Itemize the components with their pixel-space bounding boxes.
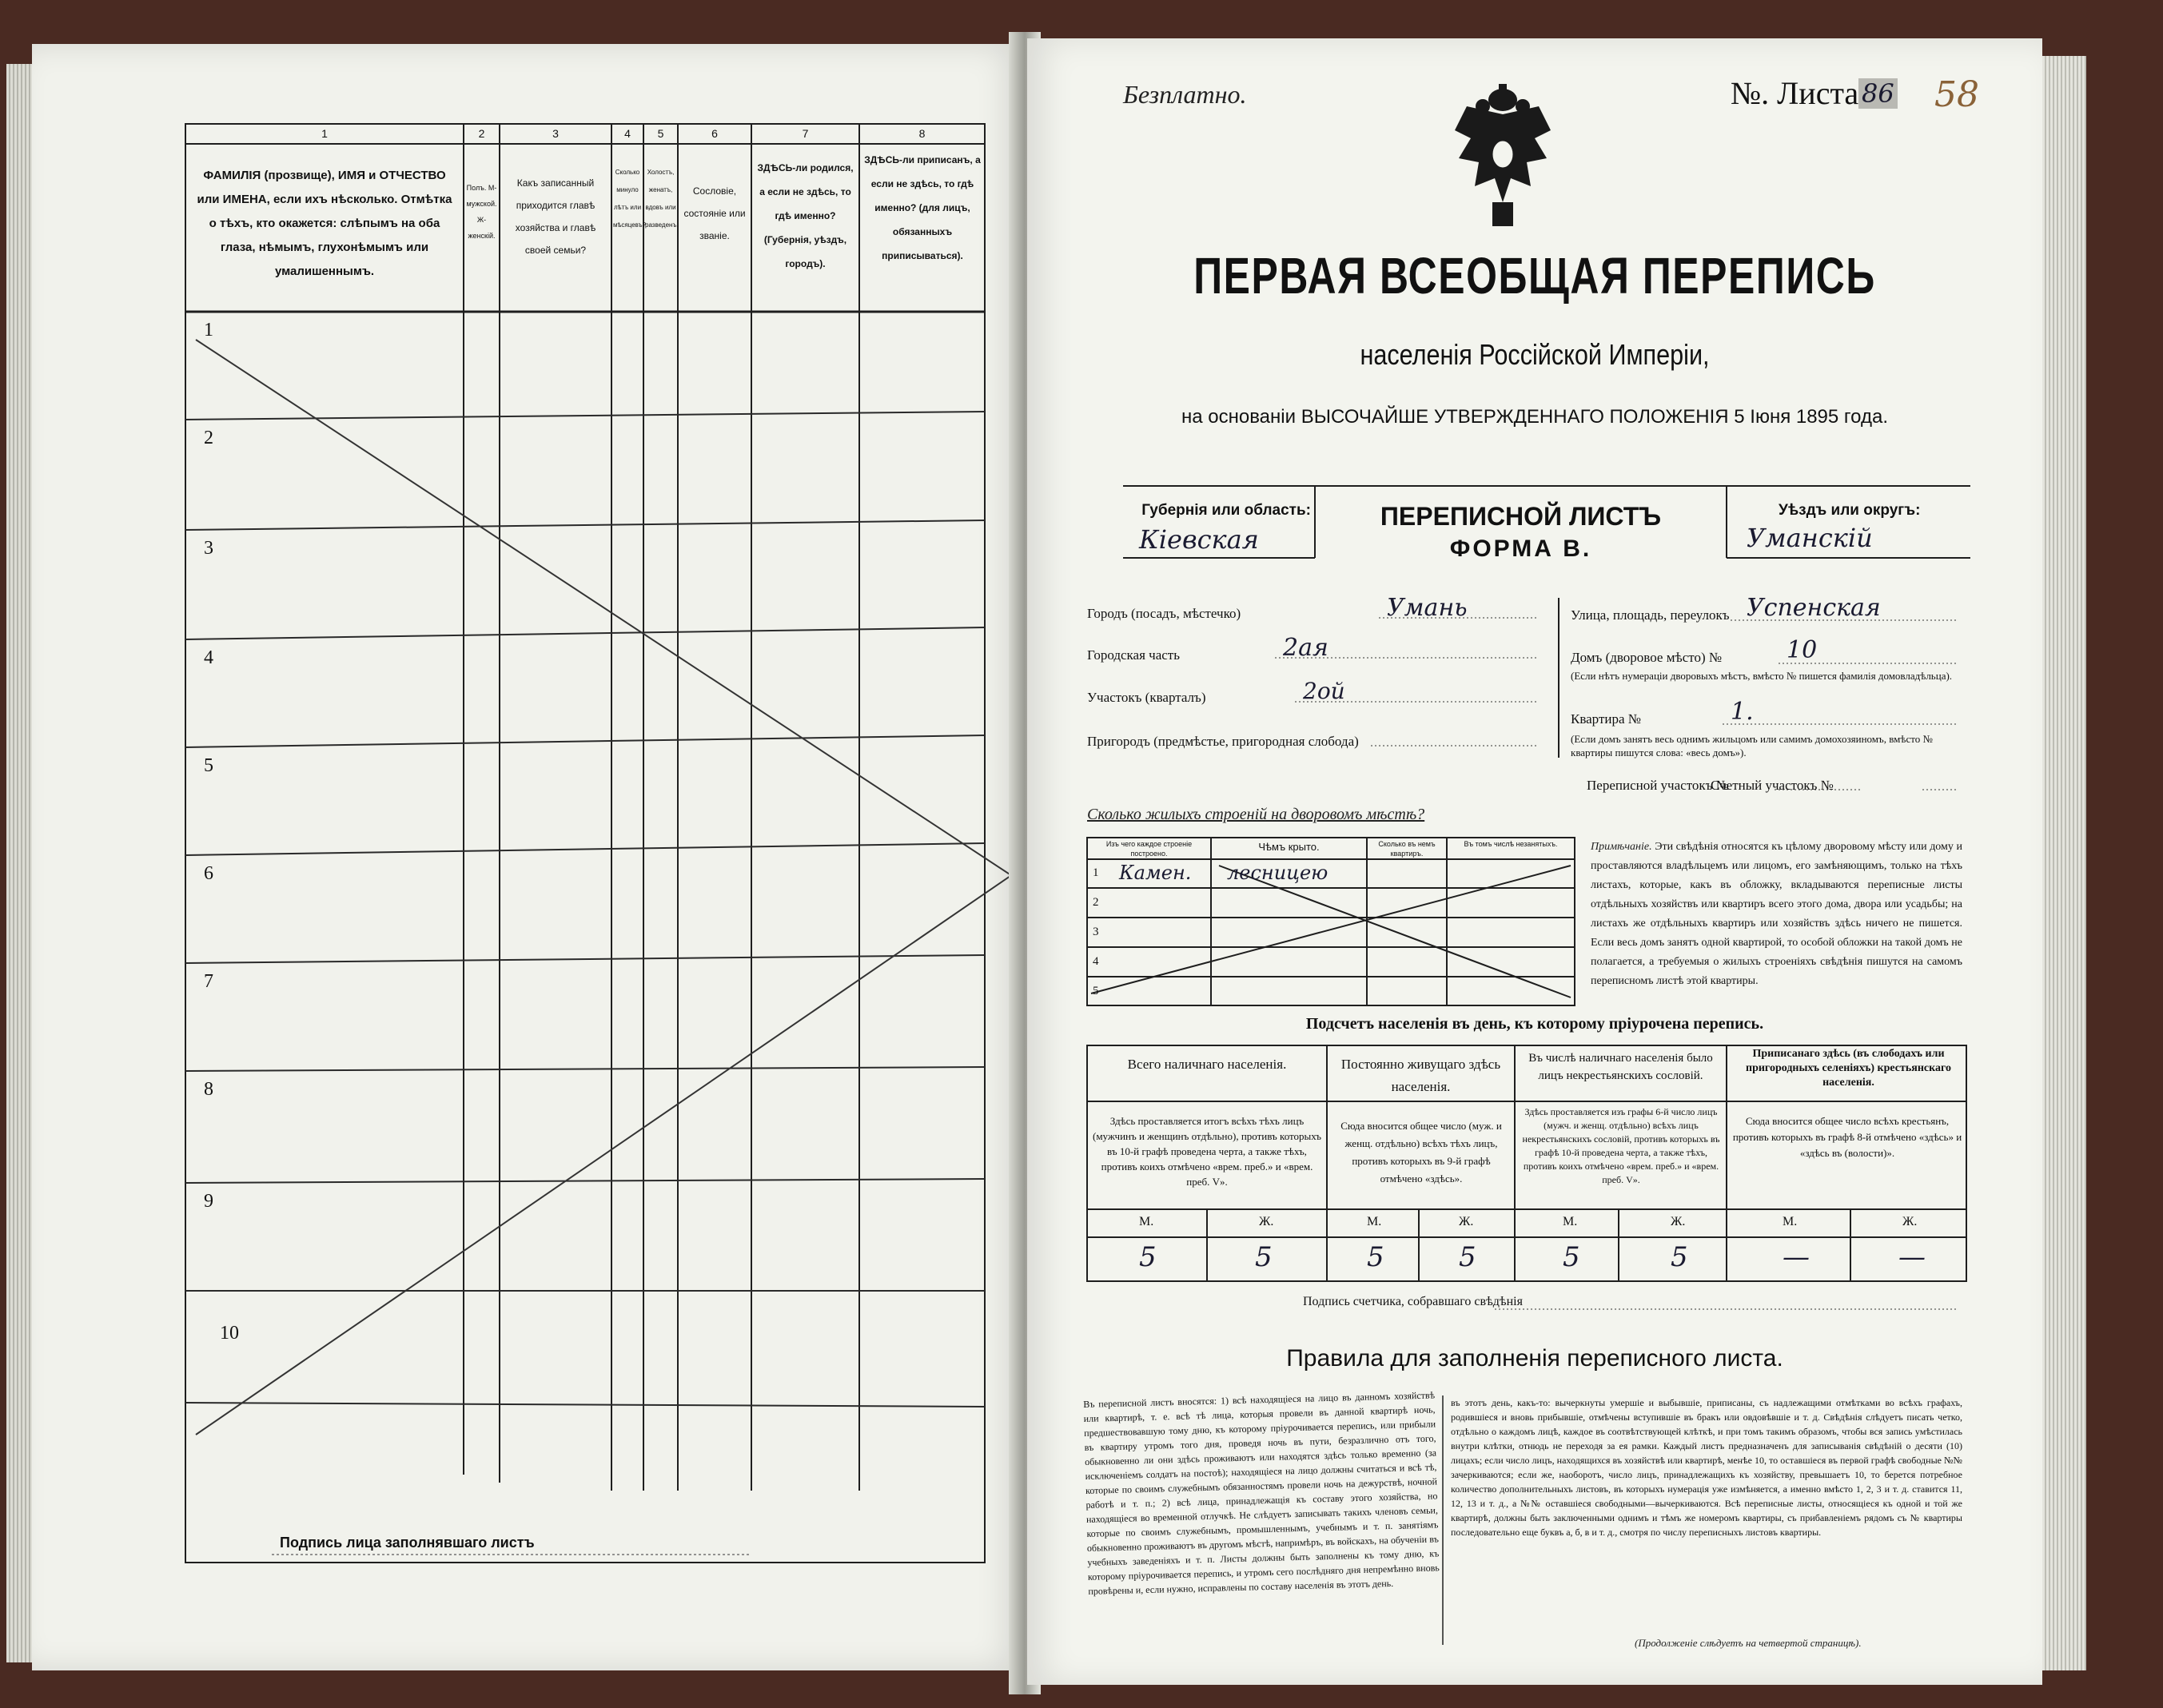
row-number: 10 xyxy=(220,1323,239,1344)
form-letter: ФОРМА В. xyxy=(1449,535,1592,562)
header-marital: Холостъ, женатъ, вдовъ или разведенъ. xyxy=(645,169,679,229)
buildings-row-number: 2 xyxy=(1093,896,1099,909)
province-value: Кіевская xyxy=(1139,524,1259,555)
quarter-value: 2ой xyxy=(1303,678,1345,704)
city-label: Городъ (посадъ, мѣстечко) xyxy=(1087,606,1241,621)
province-label: Губернія или область: xyxy=(1141,502,1311,519)
col-number-5: 5 xyxy=(657,127,664,140)
pop-header-permanent: Постоянно живущаго здѣсь населенія. xyxy=(1340,1057,1501,1094)
header-born: ЗДѢСЬ-ли родился, а если не здѣсь, то гдѣ именно? (Губернія, уѣздъ, городъ). xyxy=(757,162,854,269)
rules-left-text: Въ переписной листъ вносятся: 1) всѣ находящіеся на лицо въ данномъ хозяйствѣ или квартирѣ, т. е. всѣ тѣ лица, которыя провели въ данной квартирѣ ночь, предшествовавшую тому дню, къ которому пріурочивается перепись, или прибыли въ квартиру утромъ того дня, проведя ночь въ пути, безразлично отъ того, обыкновенно ли они здѣсь проживаютъ или находятся здѣсь только временно (за исключеніемъ солдатъ на постоѣ); находящіеся на лицо должны считаться и всѣ тѣ, которые по своимъ служебнымъ обязанностямъ провели ночь на дежурствѣ, ночной работѣ и т. п.; 2) всѣ лица, принадлежащія къ составу этого хозяйства, но находящіеся во временной отлучкѣ. Не слѣдуетъ записывать такихъ членовъ семьи, которые по своимъ служебнымъ, промышленнымъ, учебнымъ и т. п. занятіямъ обыкновенно проживаютъ въ другомъ мѣстѣ, напримѣръ, въ войскахъ, на обученіи въ учебныхъ заведеніяхъ и т. п. Листы должны быть заполнены къ тому дню, къ которому пріурочивается перепись, и утромъ сего послѣдняго дня непремѣнно вновь провѣрены и, если нужно, исправлены по составу населенія въ этотъ день. xyxy=(1083,1389,1440,1597)
pop-value: 5 xyxy=(1459,1241,1476,1273)
city-part-value: 2ая xyxy=(1283,634,1328,662)
left-table-grid xyxy=(32,44,1023,1670)
pop-note-permanent: Сюда вносится общее число (муж. и женщ. отдѣльно) всѣхъ тѣхъ лицъ, противъ которыхъ въ 9-й графѣ отмѣчено «здѣсь». xyxy=(1340,1120,1502,1184)
pop-value: 5 xyxy=(1671,1241,1688,1273)
population-title: Подсчетъ населенія въ день, къ которому пріурочена перепись. xyxy=(1305,1015,1764,1033)
buildings-row-number: 1 xyxy=(1093,866,1099,879)
note-title: Примѣчаніе. xyxy=(1591,841,1652,853)
census-title: ПЕРВАЯ ВСЕОБЩАЯ ПЕРЕПИСЬ xyxy=(1193,247,1876,305)
apartment-note: (Если домъ занятъ весь однимъ жильцомъ или самимъ домохозяиномъ, вмѣсто № квартиры пишутся слова: «весь домъ»). xyxy=(1571,733,1933,758)
col-number-3: 3 xyxy=(552,127,559,140)
pop-header-present: Всего наличнаго населенія. xyxy=(1127,1057,1287,1072)
pop-note-peasants: Сюда вносится общее число всѣхъ крестьянъ, противъ которыхъ въ графѣ 8-й отмѣчено «здѣсь» и «здѣсь въ (волости)». xyxy=(1732,1115,1962,1159)
archive-number: 58 xyxy=(1934,74,1979,115)
note-text: Эти свѣдѣнія относятся къ цѣлому дворовому мѣсту или дому и проставляются владѣльцемъ или лицомъ, его замѣняющимъ, только на тѣхъ листахъ, которые, какъ въ обложку, вкладываются переписные листы отдѣльныхъ хозяйствъ или квартиръ всего этого дома, двора или усадьбы; на листахъ же отдѣльныхъ квартиръ или хозяйствъ здѣсь ничего не пишется. Если весь домъ занятъ одной квартирой, то особой обложки на такой домъ не полагается, а требуемыя о жилыхъ строеніяхъ свѣдѣнія пишутся на самомъ переписномъ листѣ этой квартиры. xyxy=(1591,841,1962,987)
census-area-label: Переписной участокъ № xyxy=(1587,778,1729,793)
rules-continued: (Продолженіе слѣдуетъ на четвертой страницѣ). xyxy=(1635,1637,1862,1649)
sheet-number-label: №. Листа xyxy=(1731,75,1859,111)
suburb-label: Пригородъ (предмѣстье, пригородная слобода) xyxy=(1087,734,1359,749)
row-number: 1 xyxy=(204,320,213,340)
col-number-6: 6 xyxy=(711,127,718,140)
pop-sex-f: Ж. xyxy=(1259,1215,1274,1228)
pop-value: 5 xyxy=(1255,1241,1273,1273)
pop-value: 5 xyxy=(1367,1241,1384,1273)
buildings-row-number: 5 xyxy=(1093,985,1099,997)
row-number: 6 xyxy=(204,863,213,884)
row-number: 5 xyxy=(204,755,213,776)
district-label: Уѣздъ или округъ: xyxy=(1779,502,1921,519)
left-page xyxy=(32,44,1023,1670)
buildings-header-vacant: Въ томъ числѣ незанятыхъ. xyxy=(1464,840,1558,848)
col-number-1: 1 xyxy=(321,127,328,140)
col-number-8: 8 xyxy=(918,127,926,140)
right-page-edges xyxy=(2038,56,2086,1670)
col-number-4: 4 xyxy=(624,127,631,140)
buildings-header-material: Изъ чего каждое строеніе построено. xyxy=(1105,840,1193,858)
header-sex: Полъ. М-мужской. Ж-женскій. xyxy=(466,184,497,240)
quarter-label: Участокъ (кварталъ) xyxy=(1087,690,1206,705)
district-value: Уманскій xyxy=(1747,523,1873,553)
form-title: ПЕРЕПИСНОЙ ЛИСТЪ xyxy=(1380,502,1662,531)
census-basis: на основаніи ВЫСОЧАЙШЕ УТВЕРЖДЕННАГО ПОЛОЖЕНІЯ 5 Іюня 1895 года. xyxy=(1181,406,1888,428)
street-value: Успенская xyxy=(1747,594,1881,622)
free-label: Безплатно. xyxy=(1123,80,1247,109)
pop-sex-f: Ж. xyxy=(1459,1215,1474,1228)
row-number: 2 xyxy=(204,428,213,448)
row-number: 9 xyxy=(204,1191,213,1212)
row-number: 4 xyxy=(204,647,213,668)
pop-sex-m: М. xyxy=(1139,1215,1154,1228)
pop-header-peasants: Приписанаго здѣсь (въ слободахъ или пригородныхъ селеніяхъ) крестьянскаго населенія. xyxy=(1746,1048,1951,1089)
pop-sex-f: Ж. xyxy=(1671,1215,1686,1228)
col-number-2: 2 xyxy=(478,127,485,140)
rules-right-text: въ этотъ день, какъ-то: вычеркнуты умершіе и выбывшіе, приписаны, съ надлежащими отмѣтками во всѣхъ графахъ, родившіеся и вновь прибывшіе, отмѣчены вступившіе въ бракъ или овдовѣвшіе и т. д. Свѣдѣнія слѣдуетъ писать четко, отдѣльно о каждомъ лицѣ, каждое въ соотвѣтствующей клѣткѣ, и при томъ такимъ образомъ, чтобы вся запись умѣстилась внутри клѣтки, отнюдь не переходя за ея рамки. Каждый листъ предназначенъ для записыванія свѣдѣній о десяти (10) лицахъ; если число лицъ, находящихся въ хозяйствѣ или квартирѣ, менѣе 10, то оставшіеся въ первой графѣ свободные №№ зачеркиваются; если же, наоборотъ, число лицъ, принадлежащихъ къ хозяйству, превышаетъ 10, то берется потребное количество дополнительныхъ листовъ, въ которыхъ нумерація уже измѣняется, а именно вмѣсто 1, 2, 3 и т. д. ставится 11, 12, 13 и т. д., а №№ оставшіеся свободными—вычеркиваются. Всѣ переписные листы, относящіеся къ одной и той же квартирѣ, должны быть заключенными однимъ и тѣмъ же номеромъ квартиры, съ прибавленіемъ рядомъ съ № квартиры последовательно еще буквъ а, б, в и т. д., смотря по числу переписныхъ листовъ квартиры. xyxy=(1451,1397,1962,1538)
buildings-header-apartments: Сколько въ немъ квартиръ. xyxy=(1378,840,1436,858)
pop-value: 5 xyxy=(1563,1241,1580,1273)
row-number: 7 xyxy=(204,971,213,992)
house-label: Домъ (дворовое мѣсто) № xyxy=(1571,650,1723,665)
rules-title: Правила для заполненія переписного листа. xyxy=(1286,1345,1783,1372)
buildings-row-number: 3 xyxy=(1093,926,1099,938)
row-number: 3 xyxy=(204,538,213,559)
pop-sex-m: М. xyxy=(1783,1215,1798,1228)
cancel-strike-lines xyxy=(196,340,1023,1435)
row-number: 8 xyxy=(204,1079,213,1100)
buildings-row-number: 4 xyxy=(1093,955,1099,968)
pop-note-present: Здѣсь проставляется итогъ всѣхъ тѣхъ лицъ (мужчинъ и женщинъ отдѣльно), противъ которыхъ въ 10-й графѣ проведена черта, а также тѣхъ, противъ коихъ отмѣчено «врем. преб.» и «врем. преб. V». xyxy=(1093,1115,1321,1188)
apartment-label: Квартира № xyxy=(1571,711,1642,727)
street-label: Улица, площадь, переулокъ xyxy=(1571,607,1730,623)
header-relation: Какъ записанный приходится главѣ хозяйства и главѣ своей семьи? xyxy=(515,177,596,256)
pop-value: — xyxy=(1783,1241,1810,1273)
house-note: (Если нѣтъ нумераціи дворовыхъ мѣстъ, вмѣсто № пишется фамилія домовладѣльца). xyxy=(1571,670,1953,682)
count-area-label: Счетный участокъ № xyxy=(1711,778,1834,793)
buildings-question: Сколько жилыхъ строеній на дворовомъ мѣстѣ? xyxy=(1087,806,1425,823)
header-age: Сколько минуло лѣтъ или мѣсяцевъ? xyxy=(613,169,647,229)
header-name: ФАМИЛІЯ (прозвище), ИМЯ и ОТЧЕСТВО или ИМЕНА, если ихъ нѣсколько. Отмѣтка о тѣхъ, кто окажется: слѣпымъ на оба глаза, нѣмымъ, глухонѣмымъ или умалишеннымъ. xyxy=(197,169,452,278)
pop-sex-m: М. xyxy=(1367,1215,1382,1228)
col-number-7: 7 xyxy=(802,127,809,140)
buildings-material-value: Камен. xyxy=(1119,862,1192,884)
buildings-roof-value: лесницею xyxy=(1227,862,1328,884)
right-page xyxy=(1027,38,2042,1685)
pop-sex-m: М. xyxy=(1563,1215,1578,1228)
pop-value: — xyxy=(1898,1241,1926,1273)
sheet-number-value: 86 xyxy=(1858,78,1898,109)
left-signature-label: Подпись лица заполнявшаго листъ xyxy=(280,1535,535,1551)
pop-sex-f: Ж. xyxy=(1902,1215,1918,1228)
city-part-label: Городская часть xyxy=(1087,647,1180,663)
city-value: Умань xyxy=(1387,594,1468,622)
census-subtitle: населенія Россійской Имперіи, xyxy=(1360,338,1710,371)
buildings-header-roof: Чѣмъ крыто. xyxy=(1258,841,1320,853)
pop-note-non-peasant: Здѣсь проставляется изъ графы 6-й число лицъ (мужч. и женщ. отдѣльно) всѣхъ лицъ некрестьянскихъ сословій, противъ которыхъ въ графѣ 10-й проведена черта, а также тѣхъ, противъ коихъ отмѣчено «врем. преб.» и «врем. преб. V». xyxy=(1522,1106,1720,1185)
counter-signature-label: Подпись счетчика, собравшаго свѣдѣнія xyxy=(1303,1295,1523,1308)
pop-value: 5 xyxy=(1139,1241,1157,1273)
apartment-value: 1. xyxy=(1731,698,1754,726)
header-registered: ЗДѢСЬ-ли приписанъ, а если не здѣсь, то гдѣ именно? (для лицъ, обязанныхъ приписываться). xyxy=(864,154,981,261)
pop-header-non-peasant: Въ числѣ наличнаго населенія было лицъ некрестьянскихъ сословій. xyxy=(1528,1052,1713,1082)
header-estate: Сословіе, состояніе или званіе. xyxy=(683,185,746,241)
buildings-note xyxy=(1591,838,1962,991)
house-value: 10 xyxy=(1787,636,1818,664)
